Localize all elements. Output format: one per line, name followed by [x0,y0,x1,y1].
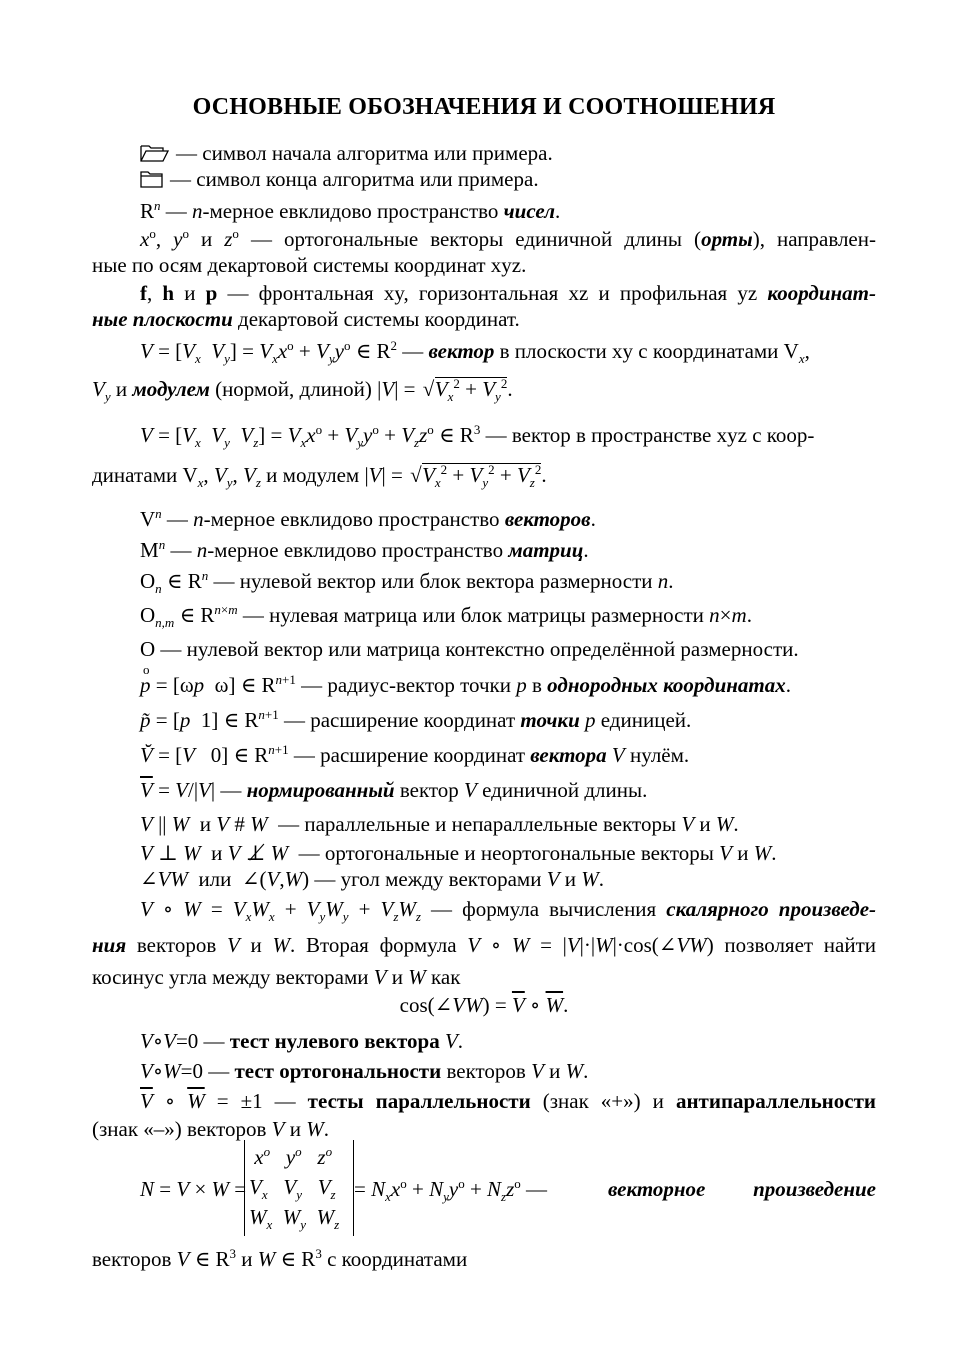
cross-determinant [244,1140,354,1236]
text: — формула вычисления [431,897,667,921]
line-algorithm-end [140,166,876,192]
text: — вектор в пространстве xyz с коор- [485,423,815,447]
emph: нормированный [246,778,395,802]
line-zero-context: O — нулевой вектор или матрица контекстно определённой размерности. [140,637,799,661]
closed-folder-icon [140,169,164,189]
sqrt-2d: √ $V_x^2 + V_y^2$ [422,376,508,405]
line-scalar [140,896,877,925]
line-cross-cont: векторов V ∈ $R^3$ и W ∈ $R^3$ с координатами [92,1246,468,1271]
line-vector-2d: $V = [V_x$ $V_y] = V_xx^o + V_yy^o$ ∈ $R^2$ — вектор в плоскости xy с координатами $V_x$, [140,338,810,367]
line-algorithm-start [140,140,876,166]
math-sup: n [154,198,161,213]
text: (знак «+») и [530,1089,676,1113]
text: -мерное евклидово пространство [207,538,509,562]
emph: орты [701,227,753,251]
text: позволяет найти [724,933,877,957]
det-row-1: $x^o$ $y^o$ $z^o$ [249,1144,333,1169]
text: векторов [92,1247,177,1271]
emph: тесты параллельности [307,1089,531,1113]
emph: ния [92,933,127,957]
line-rn [140,198,876,224]
emph: однородных координатах [547,673,786,697]
text: — нулевая матрица или блок матрицы размерности [242,603,710,627]
line-text: — символ конца алгоритма или примера. [170,167,539,191]
line-scalar-cont: ния векторов V и W. Вторая формула V ∘ W = |V|·|W|·cos(∠VW) позволяет найти [92,933,877,957]
det-row-3: $W_x$ $W_y$ $W_z$ [249,1205,340,1233]
emph: вектора [530,743,607,767]
text: вектор [394,778,465,802]
text: — нулевой вектор или блок вектора размерности [213,569,658,593]
emph: скалярного произведе- [666,897,877,921]
line-vector-ext: V̆ = [V 0] ∈ $R^{n+1}$ — расширение координат вектора V нулём. [140,742,690,767]
math-orts: $x^o$, $y^o$ и $z^o$ — [140,226,284,251]
text: ), направлен- [752,227,876,251]
line-vector-3d-cont: динатами $V_x$, $V_y$, $V_z$ и модулем |V| = √ $V_x^2 + V_y^2 + V_z^2$. [92,462,547,491]
open-folder-icon [140,143,170,163]
text: — ортогональные и неортогональные векторы [298,841,720,865]
line-cross-rhs: = $N_xx^o + N_yy^o + N_zz^o$ — векторное произведение [354,1176,876,1205]
line-test-parallel [140,1088,876,1114]
line-vn: $V^n$ — n-мерное евклидово пространство векторов. [140,506,596,531]
text: в [526,673,548,697]
text: векторов [126,933,227,957]
text: — радиус-вектор точки [301,673,517,697]
sqrt-3d: √ $V_x^2 + V_y^2 + V_z^2$ [410,462,542,491]
emph: точки [520,708,580,732]
text: (знак «–») векторов [92,1117,272,1141]
text: как [425,965,461,989]
text: . Вторая формула [289,933,457,957]
line-orthogonal: V ⊥ W и V ⊥̸ W — ортогональные и неортогональные векторы V и W. [140,841,777,865]
line-homogeneous: o p = [ωp ω] ∈ $R^{n+1}$ — радиус-вектор точки p в однородных координатах. [140,662,791,697]
det-row-2: $V_x$ $V_y$ $V_z$ [249,1175,336,1203]
line-normalized: $\overline{V} = V/|V|$ — нормированный вектор V единичной длины. [140,778,648,802]
line-test-parallel-cont: (знак «–») векторов V и W. [92,1117,329,1141]
line-orts-cont: ные по осям декартовой системы координат xyz. [92,253,527,277]
text: с координатами [321,1247,468,1271]
emph: векторов [504,507,591,531]
formula-cos-centered: cos(∠VW) = $\overline{V}$ ∘ $\overline{W}$. [399,993,569,1017]
math-planes: f, h и p [140,281,218,305]
formula-p-ring: o p [140,662,151,697]
text: декартовой системы координат. [232,307,520,331]
text: — расширение координат [283,708,521,732]
emph: векторное [608,1177,706,1201]
line-planes-cont [92,306,876,332]
text: — фронтальная xy, горизонтальная xz и профильная yz [227,281,768,305]
text: -мерное евклидово пространство [202,199,504,223]
text: в плоскости xy с координатами V [494,339,799,363]
line-orts [140,226,876,252]
line-vector-3d: $V = [V_x$ $V_y$ $V_z] = V_xx^o + V_yy^o + V_zz^o$ ∈ $R^3$ — вектор в пространстве xyz с коор- [140,422,815,451]
formula-test-parallel: $\overline{V}$ ∘ $\overline{W} = \pm 1$ — [140,1089,308,1113]
emph: тест нулевого вектора [229,1029,440,1053]
text: . [554,199,561,223]
emph: тест ортогональности [234,1059,442,1083]
page-title: ОСНОВНЫЕ ОБОЗНАЧЕНИЯ И СООТНОШЕНИЯ [192,94,776,120]
line-zero-vector: $O_n$ ∈ $R^n$ — нулевой вектор или блок вектора размерности n. [140,568,674,597]
line-point-ext: p̃ = [p 1] ∈ $R^{n+1}$ — расширение координат точки p единицей. [140,707,692,732]
math-n: n [192,199,203,223]
text: и модулем [260,463,360,487]
emph: чисел [503,199,555,223]
text: — расширение координат [293,743,531,767]
line-planes [140,280,876,306]
emph: произведение [753,1177,876,1201]
text: (нормой, длиной) [209,377,372,401]
line-parallel: V || W и V # W — параллельные и непараллельные векторы V и W. [140,812,739,836]
text: -мерное евклидово пространство [203,507,505,531]
line-zero-matrix: $O_{n,m}$ ∈ $R^{n\times m}$ — нулевая матрица или блок матрицы размерности n×m. [140,602,752,631]
text: векторов [441,1059,532,1083]
formula-vector-2d: V [140,339,153,363]
line-angle: ∠VW или ∠(V,W) — угол между векторами V и W. [140,867,605,891]
text: — параллельные и непараллельные векторы [278,812,682,836]
line-test-zero: V∘V=0 — тест нулевого вектора V. [140,1029,464,1053]
line-cross-lhs: N = V × W = [140,1177,247,1201]
emph: координат- [767,281,876,305]
formula-cos: V ∘ W = |V|·|W|·cos(∠VW) [467,933,714,957]
text: и [115,377,133,401]
emph: вектор [428,339,495,363]
line-text: — символ начала алгоритма или примера. [176,141,553,165]
text: нулём. [624,743,690,767]
text: динатами V [92,463,198,487]
line-scalar-cont2: косинус угла между векторами V и W как [92,965,461,989]
math-symbol: R [140,199,155,223]
text: — угол между векторами [314,867,547,891]
text: единичной длины. [476,778,648,802]
text: — [160,199,193,223]
emph: модулем [132,377,210,401]
line-mn: $M^n$ — n-мерное евклидово пространство матриц. [140,537,589,562]
text: косинус угла между векторами [92,965,374,989]
line-test-orth: V∘W=0 — тест ортогональности векторов V и W. [140,1059,589,1083]
formula-scalar: V ∘ $W = V_xW_x + V_yW_y + V_zW_z$ [140,897,421,925]
emph: антипараллельности [675,1089,877,1113]
line-vector-2d-cont: $V_y$ и модулем (нормой, длиной) |V| = √ $V_x^2 + V_y^2$. [92,376,513,405]
emph: матриц [508,538,584,562]
text: единицей. [595,708,692,732]
emph: ные плоскости [92,307,233,331]
text: ортогональные векторы единичной длины ( [283,227,702,251]
